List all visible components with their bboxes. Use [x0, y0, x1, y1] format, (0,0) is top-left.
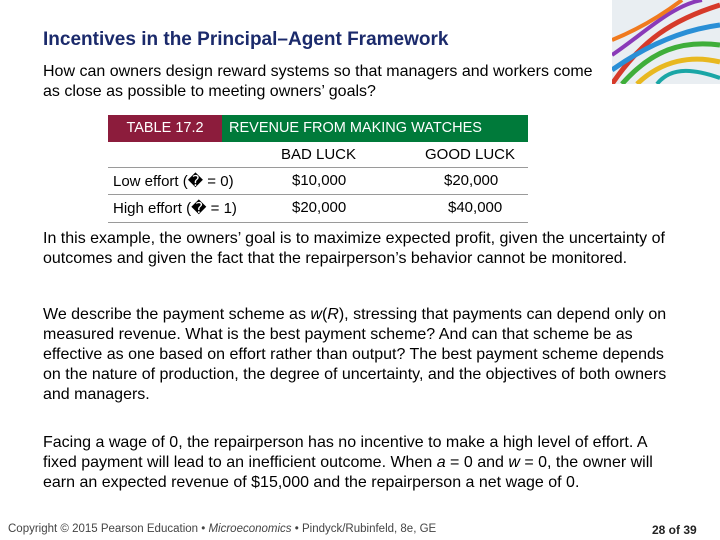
cell-high-bad: $20,000 [292, 199, 347, 216]
page-number: 28 of 39 [652, 523, 697, 537]
payment-scheme-text: We describe the payment scheme as [43, 306, 311, 323]
decorative-cords-image [612, 0, 720, 84]
footer-copyright: Copyright © 2015 Pearson Education • [8, 523, 206, 535]
fixed-wage-text-mid: = 0 and [445, 454, 509, 471]
variable-r: R [327, 306, 339, 323]
paren-open: ( [321, 306, 328, 323]
paragraph-fixed-wage [43, 433, 683, 493]
table-number-badge: TABLE 17.2 [108, 115, 222, 142]
intro-text: How can owners design reward systems so that managers and workers come as close as possible to meeting owners’ goals? [43, 63, 593, 100]
slide-title: Incentives in the Principal–Agent Framework [43, 29, 449, 50]
fixed-wage-text: Facing a wage of 0, the repairperson has no incentive to make a high level of effort. A fixed payment will lead to an inefficient outcome. When [43, 434, 647, 471]
variable-w: w [310, 306, 322, 323]
fixed-wage-text-rest: = 0, the owner will earn an expected revenue of $15,000 and the repairperson a net wage of 0. [43, 454, 653, 491]
paragraph-owners-goal: In this example, the owners’ goal is to maximize expected profit, given the uncertainty of outcomes and given the fact that the repairperson’s behavior cannot be monitored. [43, 230, 665, 267]
table-divider [108, 222, 528, 223]
table-divider [108, 194, 528, 195]
cell-high-good: $40,000 [448, 199, 503, 216]
footer-book-title: Microeconomics [208, 523, 292, 535]
paragraph-payment-scheme [43, 305, 683, 405]
row-label-high-effort: High effort (� = 1) [113, 200, 237, 217]
variable-a: a [436, 454, 446, 471]
footer-authors: • Pindyck/Rubinfeld, 8e, GE [294, 523, 437, 535]
footer-citation [8, 523, 436, 535]
column-header-good-luck: GOOD LUCK [425, 146, 516, 163]
variable-w: w [508, 454, 520, 471]
table-title: REVENUE FROM MAKING WATCHES [229, 120, 482, 136]
payment-scheme-text-rest: ), stressing that payments can depend only on measured revenue. What is the best payment scheme? And can that scheme be as effective as one based on effort rather than output? The best payment scheme depends on the nature of production, the degree of uncertainty, and the objectives of both owners and managers. [43, 306, 667, 403]
table-divider [108, 167, 528, 168]
cell-low-good: $20,000 [444, 172, 499, 189]
row-label-low-effort: Low effort (� = 0) [113, 173, 234, 190]
column-header-bad-luck: BAD LUCK [281, 146, 357, 163]
cell-low-bad: $10,000 [292, 172, 347, 189]
